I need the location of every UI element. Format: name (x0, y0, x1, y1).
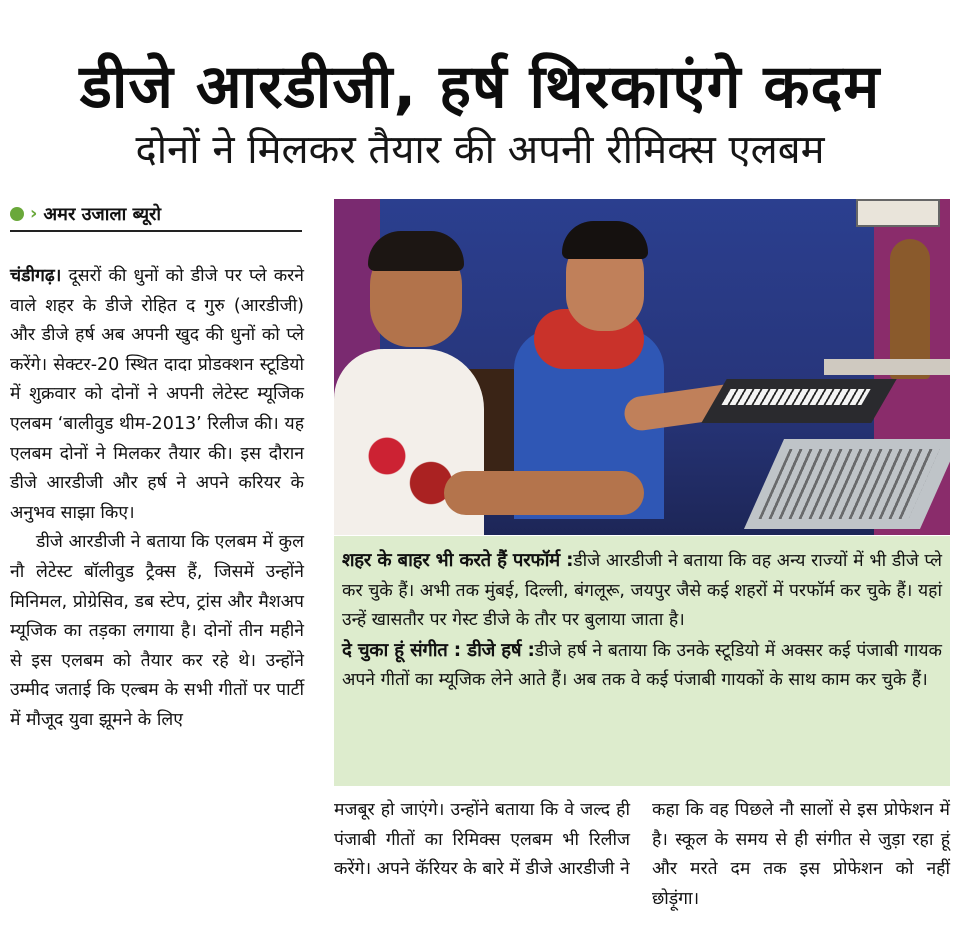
box-text-2: डीजे हर्ष ने बताया कि उनके स्टूडियो में अक्सर कई पंजाबी गायक अपने गीतों का म्यूजिक लेने आते हैं। अब तक वे कई पंजाबी गायकों के साथ काम कर चुके हैं। (342, 640, 943, 691)
paragraph-2: डीजे आरडीजी ने बताया कि एलबम में कुल नौ लेटेस्ट बॉलीवुड ट्रैक्स हैं, जिसमें उन्होंने मिनिमल, प्रोग्रेसिव, डब स्टेप, ट्रांस और मैशअप म्यूजिक का तड़का लगाया है। दोनों तीन महीने से इस एलबम को तैयार कर रहे थे। उन्होंने उम्मीद जताई कि एल्बम के सभी गीतों पर पार्टी में मौजूद युवा झूमने के लिए (10, 532, 304, 730)
byline-text: अमर उजाला ब्यूरो (43, 204, 162, 225)
photo-keys (721, 389, 870, 405)
right-column: कहा कि वह पिछले नौ सालों से इस प्रोफेशन में है। स्कूल के समय से ही संगीत से जुड़ा रहा हूं और मरते दम तक इस प्रोफेशन को नहीं छोड़ूंगा। (652, 800, 950, 909)
subheadline: दोनों ने मिलकर तैयार की अपनी रीमिक्स एलबम (135, 127, 825, 173)
photo-person (562, 221, 648, 259)
photo-person (444, 471, 644, 515)
photo-frame (856, 199, 940, 227)
box-paragraph-1 (342, 546, 942, 636)
green-dot-icon (10, 207, 24, 221)
box-paragraph-2 (342, 636, 942, 696)
paragraph-1 (10, 262, 304, 528)
middle-column: मजबूर हो जाएंगे। उन्होंने बताया कि वे जल्द ही पंजाबी गीतों का रिमिक्स एलबम भी रिलीज करेंगे। अपने कॅरियर के बारे में डीजे आरडीजी ने (334, 800, 630, 880)
paragraph-1-text: दूसरों की धुनों को डीजे पर प्ले करने वाले शहर के डीजे रोहित द गुरु (आरडीजी) और डीजे हर्ष अब अपनी खुद की धुनों को प्ले करेंगे। सेक्टर-20 स्थित दादा प्रोडक्शन स्टूडियो में शुक्रवार को दोनों ने अपनी लेटेस्ट म्यूजिक एलबम ‘बालीवुड थीम-2013’ रिलीज की। यह एलबम दोनों ने मिलकर तैयार की। इस दौरान डीजे आरडीजी और हर्ष ने अपने करियर के अनुभव साझा किए। (10, 266, 304, 523)
headline: डीजे आरडीजी, हर्ष थिरकाएंगे कदम (79, 52, 881, 123)
photo-person (368, 231, 464, 271)
sidebar-box (334, 536, 950, 786)
box-kicker-1: शहर के बाहर भी करते हैं परफॉर्म : (342, 550, 574, 571)
photo-djs-in-studio (334, 199, 950, 535)
left-column (10, 262, 304, 736)
photo-mixer-knobs (758, 449, 939, 519)
byline (10, 202, 302, 232)
dateline: चंडीगढ़। (10, 266, 62, 286)
chevron-right-icon: › (30, 203, 38, 224)
box-text-1: डीजे आरडीजी ने बताया कि वह अन्य राज्यों में भी डीजे प्ले कर चुके हैं। अभी तक मुंबई, दिल्ली, बंगलूरू, जयपुर जैसे कई शहरों में परफॉर्म कर चुके हैं। यहां उन्हें खासतौर पर गेस्ट डीजे के तौर पर बुलाया जाता है। (342, 551, 943, 631)
photo-table (824, 359, 950, 375)
photo-trophy (890, 239, 930, 379)
box-kicker-2: दे चुका हूं संगीत : डीजे हर्ष : (342, 639, 535, 661)
